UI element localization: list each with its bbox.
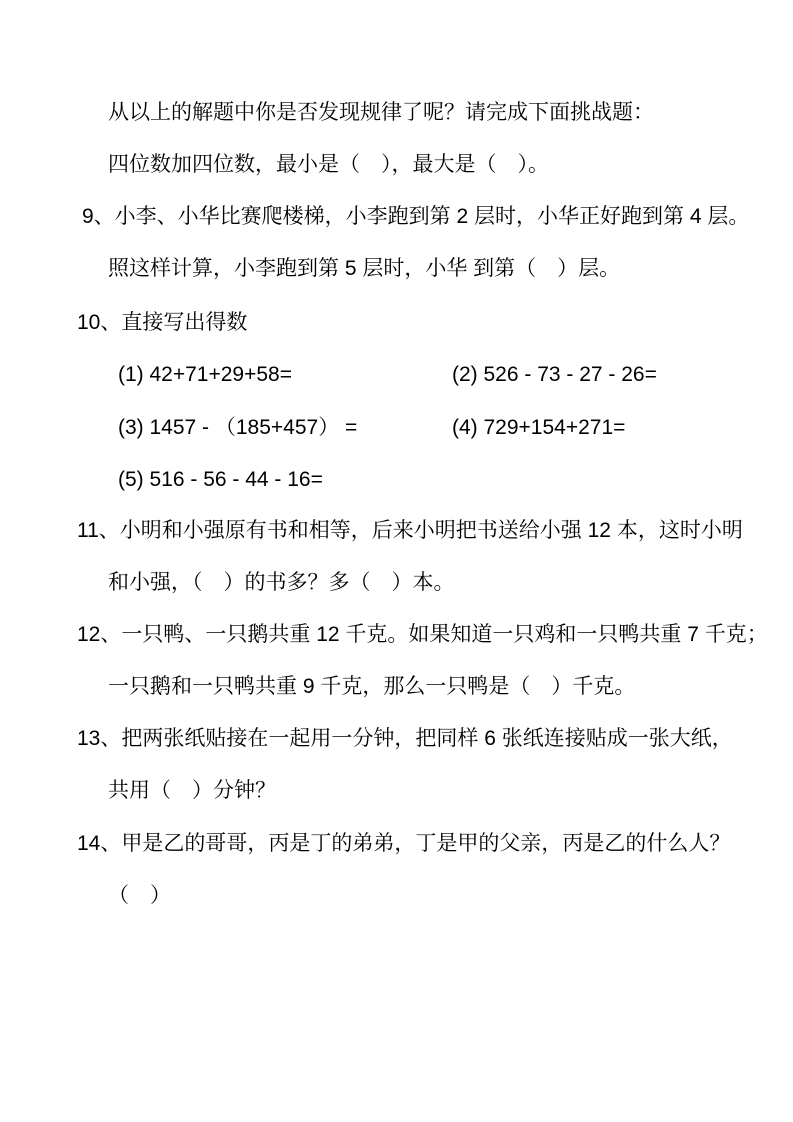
problem-10-item-1: (1) 42+71+29+58=	[118, 363, 292, 386]
problem-10-row-1	[0, 362, 793, 392]
problem-12-line-1: 12、一只鸭、一只鹅共重 12 千克。如果知道一只鸡和一只鸭共重 7 千克；	[77, 623, 768, 646]
problem-9-line-2: 照这样计算，小李跑到第 5 层时，小华 到第（ ）层。	[108, 257, 621, 280]
problem-10-title: 10、直接写出得数	[77, 311, 248, 334]
problem-13-line-2: 共用（ ）分钟？	[108, 779, 276, 802]
problem-11-line-2: 和小强，（ ）的书多？多（ ）本。	[108, 571, 455, 594]
problem-11-line-1: 11、小明和小强原有书和相等，后来小明把书送给小强 12 本，这时小明	[77, 519, 743, 542]
problem-10-item-2: (2) 526 - 73 - 27 - 26=	[452, 363, 657, 386]
problem-10-item-3: (3) 1457 - （185+457） =	[118, 416, 358, 439]
problem-14-line-1: 14、甲是乙的哥哥，丙是丁的弟弟，丁是甲的父亲，丙是乙的什么人？	[77, 832, 731, 855]
problem-9-line-1: 9、小李、小华比赛爬楼梯，小李跑到第 2 层时，小华正好跑到第 4 层。	[82, 205, 750, 228]
problem-10-item-5: (5) 516 - 56 - 44 - 16=	[118, 468, 323, 491]
intro-prompt: 从以上的解题中你是否发现规律了呢？请完成下面挑战题：	[108, 101, 654, 124]
problem-10-item-4: (4) 729+154+271=	[452, 416, 626, 439]
intro-challenge: 四位数加四位数，最小是（ ），最大是（ ）。	[108, 153, 549, 176]
problem-12-line-2: 一只鹅和一只鸭共重 9 千克，那么一只鸭是（ ）千克。	[108, 675, 636, 698]
problem-10-row-2	[0, 415, 793, 445]
problem-14-answer-blank: （ ）	[108, 884, 171, 907]
problem-13-line-1: 13、把两张纸贴接在一起用一分钟，把同样 6 张纸连接贴成一张大纸，	[77, 727, 733, 750]
